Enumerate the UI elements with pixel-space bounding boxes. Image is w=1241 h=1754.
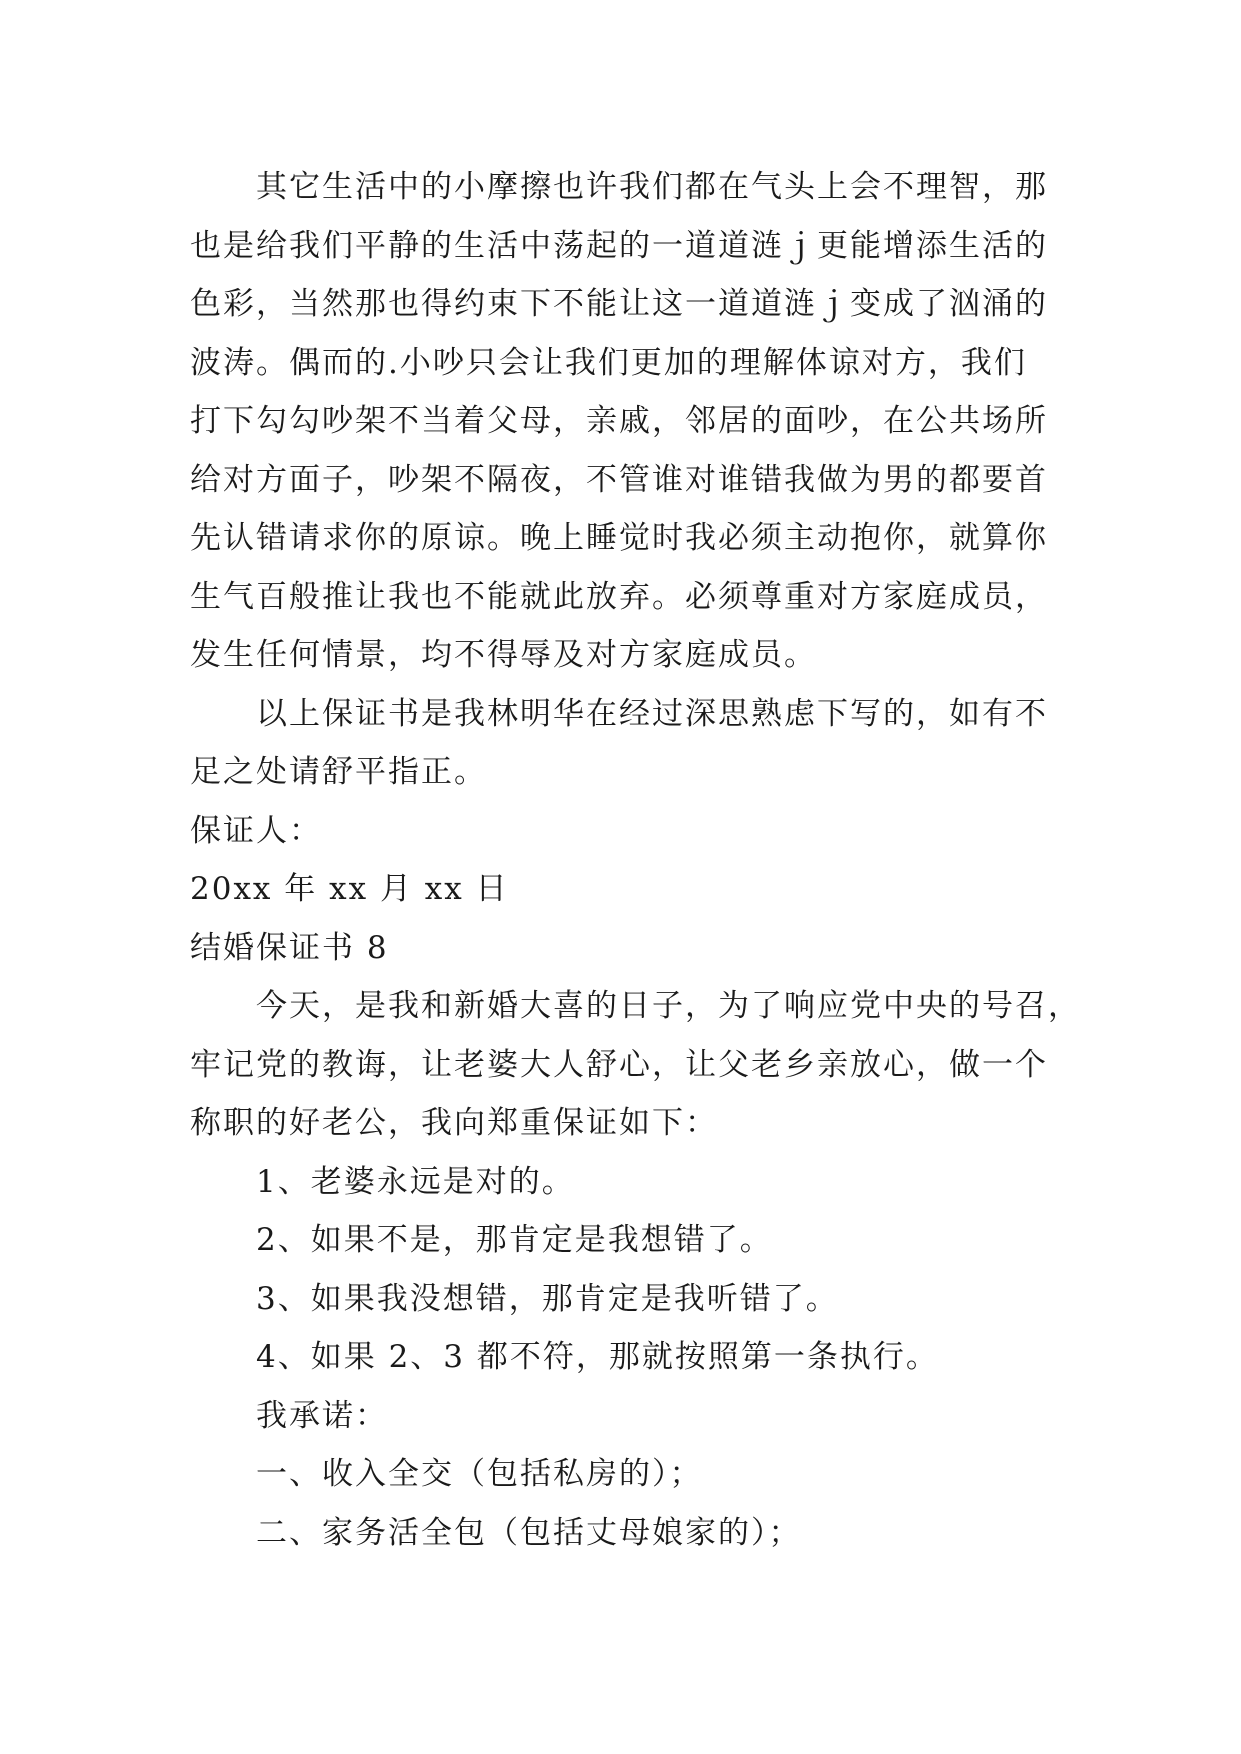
paragraph-line: 打下勾勾吵架不当着父母，亲戚，邻居的面吵，在公共场所 bbox=[190, 403, 1048, 439]
paragraph-line: 生气百般推让我也不能就此放弃。必须尊重对方家庭成员， bbox=[190, 578, 1048, 615]
paragraph-line: 牢记党的教诲，让老婆大人舒心，让父老乡亲放心，做一个 bbox=[190, 1046, 1048, 1083]
paragraph-line: 波涛。偶而的.小吵只会让我们更加的理解体谅对方，我们 bbox=[190, 344, 1027, 381]
paragraph-line: 今天，是我和新婚大喜的日子，为了响应党中央的号召， bbox=[256, 988, 1081, 1024]
list-item: 3、如果我没想错，那肯定是我听错了。 bbox=[256, 1280, 839, 1317]
paragraph-line: 以上保证书是我林明华在经过深思熟虑下写的，如有不 bbox=[256, 695, 1048, 732]
paragraph-line: 也是给我们平静的生活中荡起的一道道涟ｊ更能增添生活的 bbox=[190, 227, 1048, 264]
promise-item: 一、收入全交（包括私房的）； bbox=[256, 1456, 703, 1492]
paragraph-line: 色彩，当然那也得约束下不能让这一道道涟ｊ变成了汹涌的 bbox=[190, 286, 1048, 322]
date-line: 20xx 年 xx 月 xx 日 bbox=[190, 871, 509, 907]
paragraph-line: 其它生活中的小摩擦也许我们都在气头上会不理智，那 bbox=[256, 169, 1048, 205]
list-item: 1、老婆永远是对的。 bbox=[256, 1163, 575, 1200]
paragraph-line: 发生任何情景，均不得辱及对方家庭成员。 bbox=[190, 637, 817, 673]
promise-item: 二、家务活全包（包括丈母娘家的）； bbox=[256, 1514, 802, 1551]
promise-heading: 我承诺： bbox=[256, 1397, 388, 1434]
paragraph-line: 先认错请求你的原谅。晚上睡觉时我必须主动抱你，就算你 bbox=[190, 520, 1048, 556]
paragraph-line: 给对方面子，吵架不隔夜，不管谁对谁错我做为男的都要首 bbox=[190, 461, 1048, 498]
paragraph-line: 称职的好老公，我向郑重保证如下： bbox=[190, 1105, 718, 1141]
list-item: 2、如果不是，那肯定是我想错了。 bbox=[256, 1222, 773, 1258]
list-item: 4、如果 2、3 都不符，那就按照第一条执行。 bbox=[256, 1339, 939, 1375]
document-body bbox=[190, 158, 1081, 1562]
section-heading: 结婚保证书 8 bbox=[190, 929, 389, 966]
paragraph-line: 足之处请舒平指正。 bbox=[190, 754, 487, 790]
guarantor-label: 保证人： bbox=[190, 812, 322, 849]
